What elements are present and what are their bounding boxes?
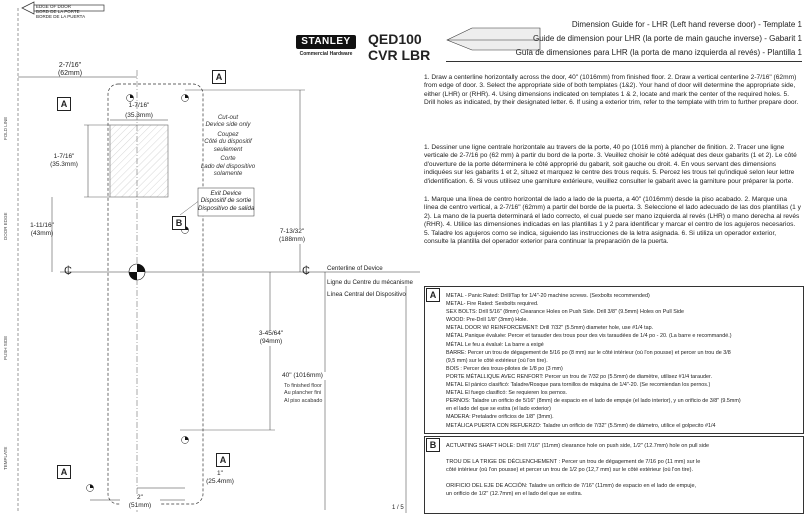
cutout-es: Corte [220,155,236,163]
box-a-line-15: MADERA: Pretaladre orificios de 1/8" (3mm). [446,414,554,421]
exit-fr: Dispositif de sortie [200,197,252,205]
cutout-en2: Device side only [205,121,251,129]
box-a-line-2: SEX BOLTS: Drill 5/16" (8mm) Clearance Holes on Push Side. Drill 3/8" (9.5mm) Holes on Pull Side [446,309,685,316]
stanley-logo: STANLEY [296,35,356,49]
dim-cutout-h [42,153,86,169]
box-a-line-11: METAL El pánico clasificó: Taladre/Rosque para tornillos de máquina de 1/4"-20. (Se recomiendan los pernos.) [446,382,711,389]
box-a-line-3: WOOD: Pre-Drill 1/8" (3mm) Hole. [446,317,528,324]
dim-cutout-w [110,102,168,120]
brand-sub: Commercial Hardware [299,51,353,57]
cutout-fr3: seulement [213,145,243,153]
dim-cutout-w-mm: (35.3mm) [125,111,153,119]
box-b-en: ACTUATING SHAFT HOLE: Drill 7/16" (11mm) clearance hole on push side, 1/2" (12.7mm) hole on pull side [446,443,710,449]
box-a-line-13: PERNOS: Taladre un orificio de 5/16" (8mm) de espacio en el lado de empuje (el lado interior), y un orificio de 3/8" (9.5mm) [446,398,741,405]
exit-device-note [198,190,254,212]
instructions-fr: 1. Dessiner une ligne centrale horizontale au travers de la porte, 40 po (1016 mm) à plancher de finition. 2. Tracer une ligne verticale de 2-7/16 po (62 mm) à partir du bord de la porte. 3. Veuillez choisir le côté adéquat des deux gabarits (1 et 2). Le côté d'ouverture de la porte déterminera le côté approprié du gabarit, soit gauche ou droit. 4. En vous servant des dimensions indiquées sur les gabarits 1 et 2, situez et marquez le centre des trous requis. 5. Percez les trous tel qu'indiqué selon leur lettre d'identification. 6. Si vous utilisez une garniture extérieure, veuillez consulter le gabarit avec la garniture pour préparer la porte. [424,144,797,185]
guide-title-fr: Guide de dimension pour LHR (la porte de main gauche inverse) - Gabarit 1 [532,34,802,43]
box-a-line-1: METAL- Fire Rated: Sexbolts required. [446,301,539,308]
cl-symbol-right: ₵ [302,265,310,277]
dim-3-45-mm: (94mm) [259,337,283,345]
cutout-fr: Coupez [217,130,239,138]
dim-cutout-w-in: 1-7/16" [128,102,150,109]
box-a-line-6: MÉTAL Le feu a évalué: La barre a exigé [446,341,544,348]
dim-cutout-h-in: 1-7/16" [53,153,75,160]
box-a-line-14: en el lado del que se estira (el lado exterior) [446,406,551,413]
side-label-3: PUSH SIDE [3,335,8,360]
dim-1-mm: (25.4mm) [206,477,234,485]
box-a-line-16: METÁLICA PUERTA CON REFUERZO: Taladre un orificio de 7/32" (5.5mm) de diámetro, utilice el golpecito #1/4 [446,422,716,429]
side-label-1: FOLD LINE [3,116,8,140]
dim-top-in: 2-7/16" [58,62,82,69]
dim-1-11-mm: (43mm) [30,229,54,237]
box-b-es1: ORIFICIO DEL EJE DE ACCIÓN: Taladre un orificio de 7/16" (11mm) de espacio en el lado de empuje, [446,483,697,489]
label-b: B [172,216,186,230]
edge-of-door-es: BORDE DE LA PUERTA [36,13,86,19]
label-a-top-right: A [212,70,226,84]
box-b-label: B [426,438,440,452]
instructions-en: 1. Draw a centerline horizontally across the door, 40" (1016mm) from finished floor. 2. Draw a vertical centerline 2-7/16" (62mm) from edge of door. 3. Select the appropriate side of both templates (1&2). Your hand of door will determine the appropriate side, either (LHR) or (RHR). 4. Using dimensions indicated on templates 1 & 2, locate and mark the center of the required holes. 5. Drill holes as indicated, by their designated letter. 6. If using a exterior trim, refer to the template with trim to further prepare door. [424,74,799,107]
box-b-fr2: côté intérieur (où l'on pousse) et percer un trou de 1/2 po (12,7 mm) sur le côté extérieur (où l'on tire). [446,467,693,473]
dim-1-11 [22,222,62,238]
dim-7-13-mm: (188mm) [278,235,305,243]
cl-symbol-left: ₵ [64,265,72,277]
label-a-bottom-right: A [216,453,230,467]
dim-40: 40" (1016mm) [282,372,342,380]
model-title: QED100 [368,31,422,47]
dim-1 [200,470,240,486]
guide-title-en: Dimension Guide for - LHR (Left hand reverse door) - Template 1 [571,20,802,29]
floor-fr: Au plancher fini [284,390,322,397]
exit-es: Dispositivo de salida [198,204,255,212]
header-divider [446,61,802,62]
edge-of-door-fr: BORD DE LA PORTE [36,8,80,14]
guide-title-es: Guía de dimensiones para LHR (la porta de mano izquierda al revés) - Plantilla 1 [515,48,802,57]
guide-titles [446,18,802,60]
cutout-fr2: Côté du dispositif [204,138,252,146]
box-a-label: A [426,288,440,302]
box-b-fr1: TROU DE LA TRIGE DE DÉCLENCHEMENT : Percer un trou de dégagement de 7/16 po (11 mm) sur le [446,459,701,465]
side-label-2: DOOR EDGE [3,212,8,240]
box-a-line-5: MÉTAL Panique évaluée: Percer et tarauder des trous pour des vis taraudées de 1/4 po - 20. (La barre e recommandé.) [446,333,732,340]
box-a-line-12: METAL El fuego clasificó: Se requieren los pernos. [446,390,568,397]
side-label-4: TEMPLATE [3,446,8,470]
edge-of-door-en: EDGE OF DOOR [36,4,72,9]
box-a-line-10: PORTE MÉTALLIQUE AVEC RENFORT: Percer un trou de 7/32 po (5.5mm) de diamètre, utilisez #1/4 tarauder. [446,373,712,380]
box-a-text [446,292,800,430]
dim-2-mm: (51mm) [128,501,152,509]
floor-note [284,383,322,405]
dim-top-mm: (62mm) [57,70,83,78]
dim-1-11-in: 1-11/16" [30,222,54,229]
exit-en: Exit Device [210,190,242,197]
box-a-line-8: (9,5 mm) sur le côté extérieur (où l'on tire). [446,357,548,364]
page-number: 1 / 5 [392,505,404,511]
box-a-line-9: BOIS : Percer des trous-pilotes de 1/8 po (3 mm) [446,365,563,372]
dim-7-13 [268,228,316,244]
centerline-en: Centerline of Device [327,265,383,272]
box-b-text [446,442,800,498]
box-a-line-4: METAL DOOR W/ REINFORCEMENT: Drill 7/32" (5.5mm) diameter hole, use #1/4 tap. [446,325,654,332]
cutout-es3: solamente [213,170,243,178]
dim-7-13-in: 7-13/32" [279,228,305,235]
dim-3-45-in: 3-45/64" [258,330,284,337]
centerline-fr: Ligne du Centre du mécanisme [327,279,413,286]
floor-en: To finished floor [284,383,322,389]
model-subtitle: CVR LBR [368,47,431,63]
cutout-es2: Lado del dispositivo [200,162,256,170]
cutout-en: Cut-out [217,114,239,121]
edge-of-door-labels [36,5,102,20]
dim-top [40,62,100,79]
label-a-bottom-left: A [57,465,71,479]
box-b-es2: un orificio de 1/2" (12.7mm) en el lado del que se estira. [446,491,583,497]
box-a-line-7: BARRE: Percer un trou de dégagement de 5/16 po (8 mm) sur le côté intérieur (où l'on pousse) et percer un trou de 3/8 [446,349,731,356]
dim-3-45 [248,330,294,346]
dim-2 [120,494,160,510]
label-a-top-left: A [57,97,71,111]
dim-2-in: 2" [137,494,143,501]
instructions-es: 1. Marque una línea de centro horizontal de lado a lado de la puerta, a 40" (1016mm) desde la piso acabado. 2. Marque una línea de centro vertical, a 2-7/16" (62mm) a partir del borde de la puerta. 3. Seleccione el lado adecuado de las dos plantillas (1 y 2). La mano de la puerta determinará el lado correcto, el cual puede ser mano izquierda al revés (LHR) o mano derecha al revés (RHR). 4. Utilice las dimensiones indicadas en las plantillas 1 y 2 para identificar y marcar el centro de los agujeros necesarios. 5. Taladre los agujeros como se indica, siguiendo las instrucciones de la letra asignada. 6. Si utiliza un operador exterior, consulte la plantilla del operador exterior para continuar la preparación de la puerta. [424,196,801,246]
centerline-es: Línea Central del Dispositivo [327,291,406,298]
dim-cutout-h-mm: (35.3mm) [50,160,78,168]
cutout-note [200,114,256,178]
box-a-line-0: METAL - Panic Rated: Drill/Tap for 1/4"-20 machine screws. (Sexbolts recommended) [446,293,650,299]
dim-1-in: 1" [217,470,223,477]
floor-es: Al piso acabado [284,397,323,404]
